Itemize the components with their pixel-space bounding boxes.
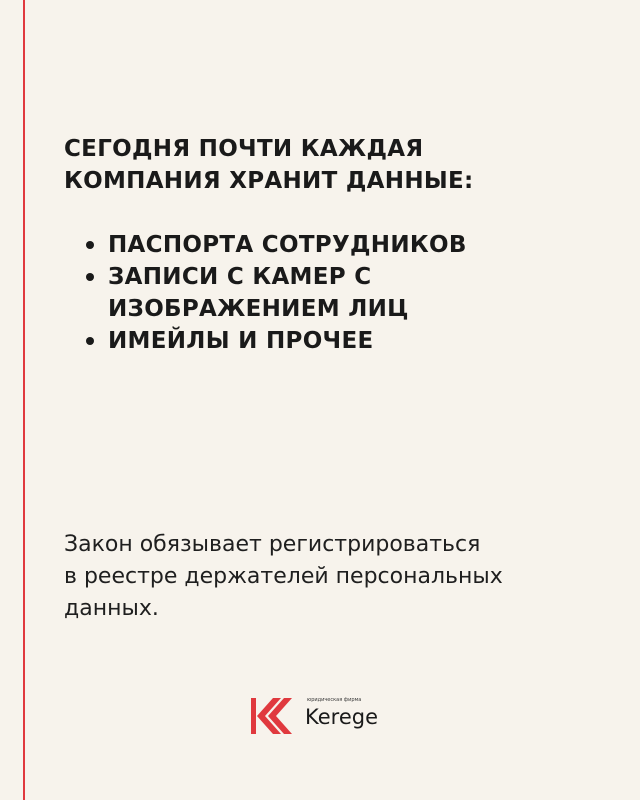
bullet-dot-icon (86, 337, 94, 345)
data-types-list (64, 229, 604, 357)
list-item-text: ЗАПИСИ С КАМЕР С (108, 264, 372, 290)
logo-tagline: юридическая фирма (307, 697, 362, 703)
kerege-chevron-logo-icon (250, 696, 292, 736)
law-notice-line-1: Закон обязывает регистрироваться (64, 532, 481, 557)
list-item-text: ИЗОБРАЖЕНИЕМ ЛИЦ (108, 296, 409, 322)
brand-logo (250, 696, 410, 740)
bullet-dot-icon (86, 273, 94, 281)
bullet-dot-icon (86, 241, 94, 249)
list-item (64, 325, 604, 357)
headline-line-1: СЕГОДНЯ ПОЧТИ КАЖДАЯ (64, 136, 424, 162)
list-item (64, 261, 604, 325)
law-notice (64, 529, 604, 625)
list-item-text: ПАСПОРТА СОТРУДНИКОВ (108, 232, 467, 258)
headline-line-2: КОМПАНИЯ ХРАНИТ ДАННЫЕ: (64, 168, 474, 194)
list-item-text: ИМЕЙЛЫ И ПРОЧЕЕ (108, 328, 374, 354)
accent-vertical-line (23, 0, 25, 800)
headline (64, 133, 604, 197)
logo-name: Kerege (305, 705, 378, 729)
list-item (64, 229, 604, 261)
law-notice-line-3: данных. (64, 596, 159, 621)
law-notice-line-2: в реестре держателей персональных (64, 564, 503, 589)
